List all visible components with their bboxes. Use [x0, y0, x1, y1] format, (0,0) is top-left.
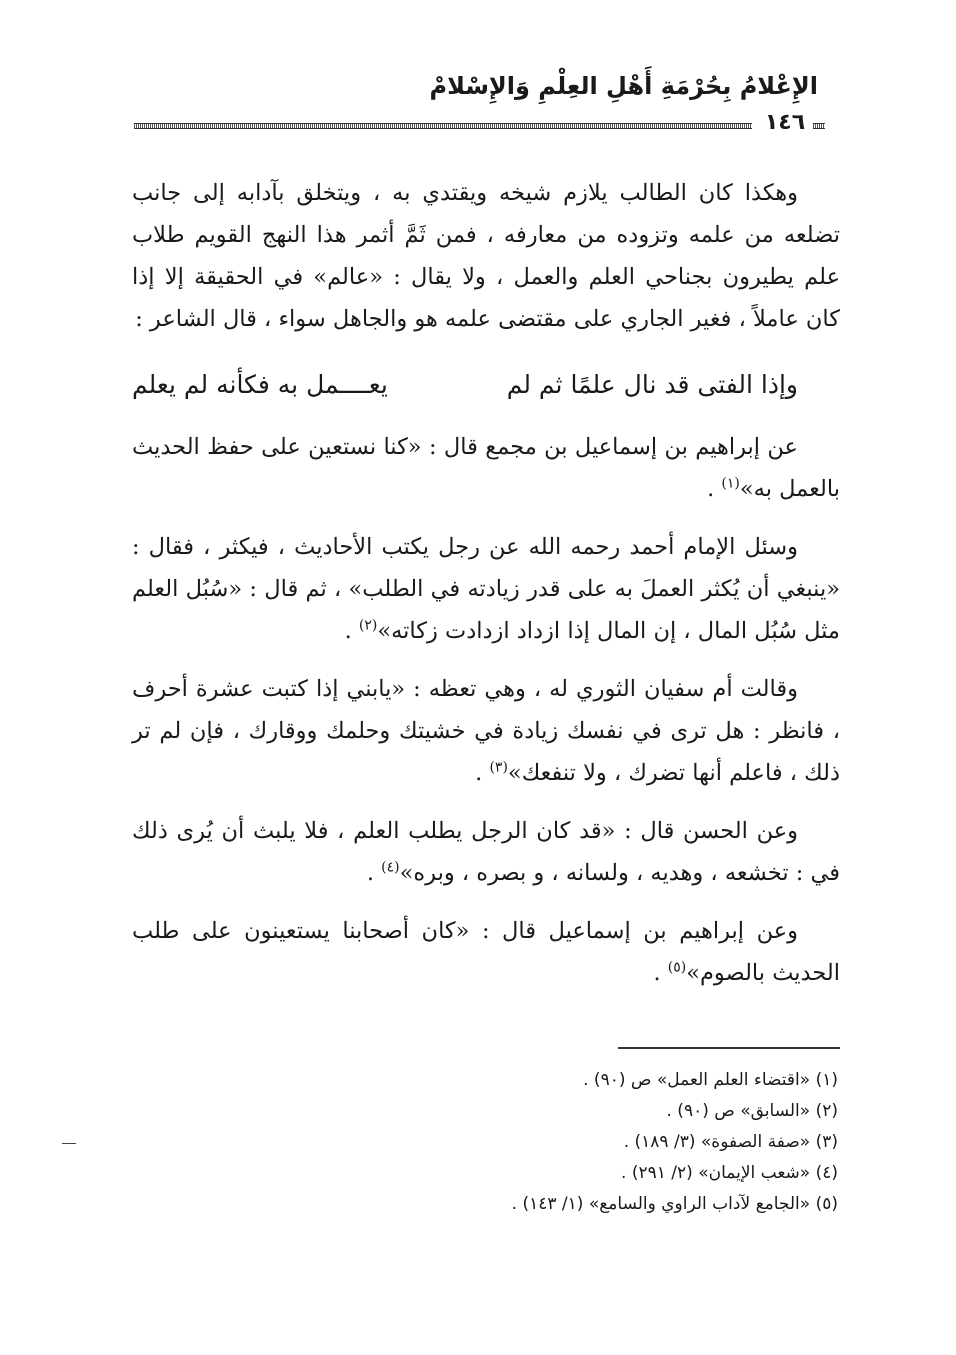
poetry-verse [132, 358, 840, 412]
footnote-ref-2: (٢) [358, 617, 378, 634]
header-rule-left [134, 123, 752, 129]
end-mark: . [366, 860, 374, 886]
footnote-ref-4: (٤) [381, 859, 400, 876]
header-rule-right [813, 123, 825, 129]
verse-second-hemistich: يعــــمل به فكأنه لم يعلم [132, 370, 388, 399]
paragraph-text: عن إبراهيم بن إسماعيل بن مجمع قال : «كنا نستعين على حفظ الحديث بالعمل به» [132, 434, 840, 502]
footnote-5: (٥) «الجامع لآداب الراوي والسامع» (١/ ١٤٣) . [511, 1194, 838, 1214]
paragraph-5 [132, 810, 840, 894]
footnote-separator [618, 1047, 840, 1049]
footnote-ref-1: (١) [721, 475, 740, 492]
footnote-3: (٣) «صفة الصفوة» (٣/ ١٨٩) . [623, 1132, 838, 1152]
main-text [132, 172, 840, 1010]
running-header-title: الإِعْلامُ بِحُرْمَةِ أَهْلِ العِلْمِ وَالإِسْلامْ [429, 72, 818, 100]
end-mark: . [344, 618, 352, 644]
paragraph-text: وعن الحسن قال : «قد كان الرجل يطلب العلم ، فلا يلبث أن يُرى ذلك في : تخشعه ، وهديه ، ولسانه ، و بصره ، وبره» [132, 818, 840, 886]
end-mark: . [475, 760, 483, 786]
paragraph-2 [132, 426, 840, 510]
footnote-4: (٤) «شعب الإيمان» (٢/ ٢٩١) . [621, 1163, 838, 1183]
paragraph-3 [132, 526, 840, 652]
paragraph-1: وهكذا كان الطالب يلازم شيخه ويقتدي به ، ويتخلق بآدابه إلى جانب تضلعه من علمه وتزوده من معارفه ، فمن ثَمَّ أثمر هذا النهج القويم طلاب علم يطيرون بجناحي العلم والعمل ، ولا يقال : «عالم» في الحقيقة إلا إذا كان عاملاً ، فغير الجاري على مقتضى علمه هو والجاهل سواء ، قال الشاعر : [132, 180, 840, 332]
paragraph-4 [132, 668, 840, 794]
end-mark: . [653, 960, 661, 986]
footnote-ref-5: (٥) [667, 959, 687, 976]
end-mark: . [707, 476, 715, 502]
paragraph-text: وقالت أم سفيان الثوري له ، وهي تعظه : «يابني إذا كتبت عشرة أحرف ، فانظر : هل ترى في نفسك زيادة في خشيتك وحلمك ووقارك ، فإن لم تر ذلك ، فاعلم أنها تضرك ، ولا تنفعك» [132, 676, 840, 786]
footnote-1: (١) «اقتضاء العلم العمل» ص (٩٠) . [583, 1070, 838, 1090]
paragraph-text: وعن إبراهيم بن إسماعيل قال : «كان أصحابنا يستعينون على طلب الحديث بالصوم» [132, 918, 840, 986]
footnote-2: (٢) «السابق» ص (٩٠) . [666, 1101, 838, 1121]
paragraph-6 [132, 910, 840, 994]
paragraph-text: وسئل الإمام أحمد رحمه الله عن رجل يكتب الأحاديث ، فيكثر ، فقال : «ينبغي أن يُكثر العملَ به على قدر زيادته في الطلب» ، ثم قال : «سُبُل العلم مثل سُبُل المال ، إن المال إذا ازداد ازدادت زكاته» [132, 534, 840, 644]
verse-first-hemistich: وإذا الفتى قد نال علمًا ثم لم [506, 370, 798, 399]
footnote-ref-3: (٣) [489, 759, 508, 776]
footnotes [512, 1065, 838, 1220]
margin-mark [62, 1143, 76, 1144]
page-number: ١٤٦ [764, 110, 806, 135]
